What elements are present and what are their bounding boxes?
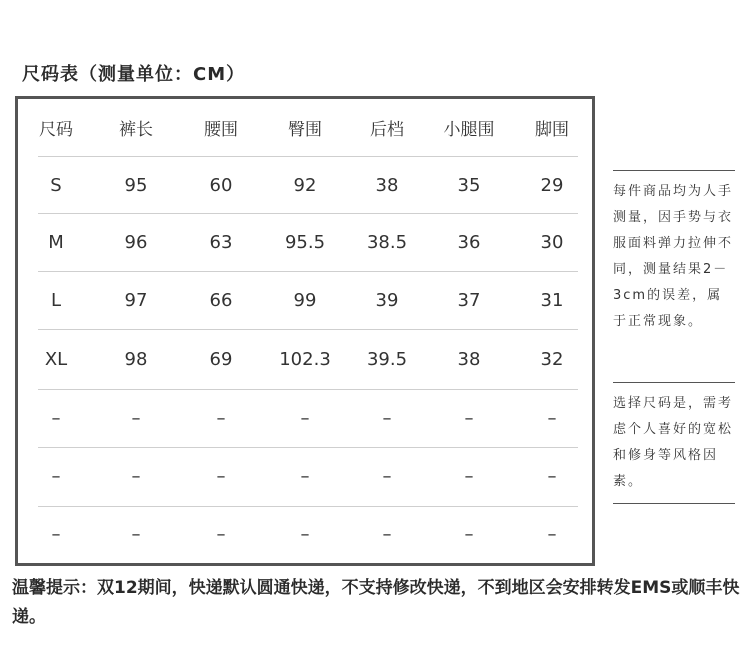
table-header-cell: 裤长 [119,120,153,140]
table-cell: 38 [457,348,481,370]
table-cell: 38.5 [366,231,408,253]
table-cell: 38 [375,174,399,196]
table-cell: 69 [209,348,233,370]
table-cell: – [216,524,226,545]
table-cell: – [51,407,61,429]
table-cell: – [464,407,474,429]
table-cell: 39.5 [366,348,408,370]
table-header-cell: 脚围 [535,120,569,140]
table-row [38,389,578,448]
table-cell: – [131,524,141,545]
table-cell: – [300,524,310,545]
table-cell: 36 [457,231,481,253]
table-row [38,447,578,507]
table-cell: 63 [209,231,233,253]
table-cell: S [50,174,62,196]
shipping-notice: 温馨提示：双12期间，快递默认圆通快递，不支持修改快递，不到地区会安排转发EMS或顺丰快递。 [12,578,740,627]
table-header-cell: 小腿围 [443,120,495,140]
table-cell: – [547,524,557,545]
table-cell: 92 [293,174,317,196]
table-cell: 98 [124,348,148,370]
table-cell: XL [44,348,68,370]
measurement-note: 每件商品均为人手测量，因手势与衣服面料弹力拉伸不同，测量结果2－3cm的误差，属于正常现象。 [613,170,735,375]
table-header-cell: 臀围 [288,120,322,140]
table-cell: 60 [209,174,233,196]
table-cell: – [216,407,226,429]
table-cell: – [547,466,557,487]
table-header-cell: 后档 [370,120,404,140]
table-cell: – [382,466,392,487]
table-cell: 31 [540,289,564,311]
table-header-cell: 尺码 [39,120,73,140]
table-cell: 39 [375,289,399,311]
table-cell: – [216,466,226,487]
table-cell: L [50,289,62,311]
table-cell: – [300,407,310,429]
table-cell: 96 [124,231,148,253]
table-row [38,271,578,330]
table-cell: 66 [209,289,233,311]
table-cell: 97 [124,289,148,311]
table-cell: – [382,524,392,545]
table-cell: 35 [457,174,481,196]
table-cell: 99 [293,289,317,311]
table-cell: – [300,466,310,487]
table-cell: 102.3 [279,348,331,370]
table-cell: – [131,466,141,487]
table-row [38,506,578,563]
table-header-row [38,99,578,157]
table-cell: – [464,524,474,545]
size-chart-title: 尺码表（测量单位：CM） [22,64,246,85]
table-row [38,157,578,214]
size-choice-note: 选择尺码是，需考虑个人喜好的宽松和修身等风格因素。 [613,382,735,504]
table-cell: – [464,466,474,487]
size-table [15,96,595,566]
table-cell: – [547,407,557,429]
table-cell: – [131,407,141,429]
table-cell: 30 [540,231,564,253]
table-cell: 29 [540,174,564,196]
table-cell: 95.5 [284,231,326,253]
table-cell: – [51,466,61,487]
table-cell: – [382,407,392,429]
table-row [38,329,578,390]
table-row [38,213,578,272]
table-cell: 95 [124,174,148,196]
table-cell: 32 [540,348,564,370]
table-cell: 37 [457,289,481,311]
table-header-cell: 腰围 [204,120,238,140]
table-cell: – [51,524,61,545]
table-cell: M [48,231,64,253]
